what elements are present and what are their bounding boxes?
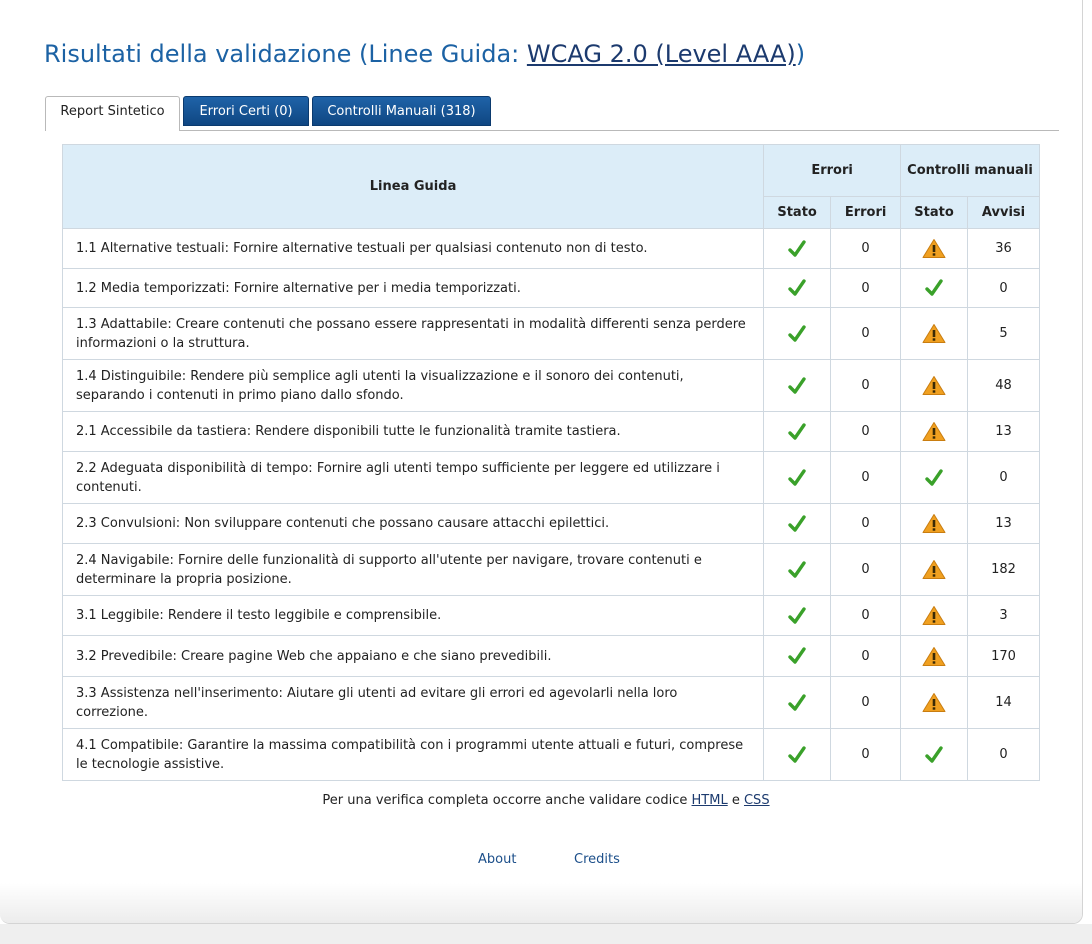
errors-count-cell: 0	[831, 596, 901, 636]
guideline-cell: 3.3 Assistenza nell'inserimento: Aiutare gli utenti ad evitare gli errori ed agevolarli nella loro correzione.	[63, 677, 764, 729]
error-status-cell	[764, 412, 831, 452]
header-guideline: Linea Guida	[63, 145, 764, 229]
credits-link[interactable]: Credits	[574, 852, 620, 867]
check-icon	[787, 608, 807, 623]
warnings-count-cell: 36	[968, 229, 1040, 269]
errors-count-cell: 0	[831, 452, 901, 504]
table-row	[63, 360, 1040, 412]
warnings-count-cell: 5	[968, 308, 1040, 360]
manual-status-cell	[901, 360, 968, 412]
warnings-count-cell: 48	[968, 360, 1040, 412]
check-icon	[787, 695, 807, 710]
warnings-count-cell: 14	[968, 677, 1040, 729]
guideline-cell: 2.1 Accessibile da tastiera: Rendere disponibili tutte le funzionalità tramite tastiera.	[63, 412, 764, 452]
guideline-cell: 3.1 Leggibile: Rendere il testo leggibile e comprensibile.	[63, 596, 764, 636]
manual-status-cell	[901, 544, 968, 596]
table-row	[63, 636, 1040, 677]
check-icon	[787, 747, 807, 762]
about-link[interactable]: About	[478, 852, 517, 867]
error-status-cell	[764, 677, 831, 729]
note-conj: e	[727, 793, 744, 808]
errors-count-cell: 0	[831, 636, 901, 677]
warning-icon	[922, 378, 946, 393]
warnings-count-cell: 0	[968, 729, 1040, 781]
table-row	[63, 269, 1040, 308]
tab-bar	[45, 96, 1059, 131]
manual-status-cell	[901, 308, 968, 360]
warning-icon	[922, 516, 946, 531]
errors-count-cell: 0	[831, 677, 901, 729]
errors-count-cell: 0	[831, 544, 901, 596]
subheader-status: Stato	[764, 197, 831, 229]
manual-status-cell	[901, 596, 968, 636]
header-errors: Errori	[764, 145, 901, 197]
guideline-cell: 2.4 Navigabile: Fornire delle funzionalità di supporto all'utente per navigare, trovare contenuti e determinare la propria posizione.	[63, 544, 764, 596]
manual-status-cell	[901, 452, 968, 504]
table-row	[63, 308, 1040, 360]
errors-count-cell: 0	[831, 269, 901, 308]
warning-icon	[922, 241, 946, 256]
subheader-status-manual: Stato	[901, 197, 968, 229]
check-icon	[924, 747, 944, 762]
table-row	[63, 544, 1040, 596]
html-validator-link[interactable]: HTML	[691, 793, 728, 808]
error-status-cell	[764, 308, 831, 360]
check-icon	[787, 378, 807, 393]
error-status-cell	[764, 360, 831, 412]
error-status-cell	[764, 269, 831, 308]
check-icon	[787, 326, 807, 341]
guideline-cell: 1.2 Media temporizzati: Fornire alternative per i media temporizzati.	[63, 269, 764, 308]
subheader-errors: Errori	[831, 197, 901, 229]
page-title-suffix: )	[795, 40, 806, 68]
guideline-cell: 2.2 Adeguata disponibilità di tempo: Fornire agli utenti tempo sufficiente per leggere ed utilizzare i contenuti.	[63, 452, 764, 504]
warnings-count-cell: 13	[968, 412, 1040, 452]
guideline-cell: 4.1 Compatibile: Garantire la massima compatibilità con i programmi utente attuali e futuri, comprese le tecnologie assistive.	[63, 729, 764, 781]
errors-count-cell: 0	[831, 308, 901, 360]
table-row	[63, 677, 1040, 729]
warning-icon	[922, 649, 946, 664]
warnings-count-cell: 13	[968, 504, 1040, 544]
note-text: Per una verifica completa occorre anche validare codice	[322, 793, 692, 808]
manual-status-cell	[901, 229, 968, 269]
errors-count-cell: 0	[831, 729, 901, 781]
table-row	[63, 229, 1040, 269]
validation-note	[0, 793, 1092, 808]
warning-icon	[922, 695, 946, 710]
check-icon	[787, 281, 807, 296]
warning-icon	[922, 326, 946, 341]
page-title-prefix: Risultati della validazione (Linee Guida:	[44, 40, 527, 68]
manual-status-cell	[901, 504, 968, 544]
error-status-cell	[764, 504, 831, 544]
error-status-cell	[764, 544, 831, 596]
manual-status-cell	[901, 677, 968, 729]
warning-icon	[922, 608, 946, 623]
errors-count-cell: 0	[831, 229, 901, 269]
panel-shade	[0, 883, 1082, 923]
tab-errori-certi[interactable]: Errori Certi (0)	[183, 96, 309, 126]
check-icon	[787, 470, 807, 485]
warnings-count-cell: 0	[968, 452, 1040, 504]
error-status-cell	[764, 729, 831, 781]
warnings-count-cell: 182	[968, 544, 1040, 596]
manual-status-cell	[901, 636, 968, 677]
results-table	[62, 144, 1040, 781]
css-validator-link[interactable]: CSS	[743, 793, 770, 808]
guideline-cell: 2.3 Convulsioni: Non sviluppare contenuti che possano causare attacchi epilettici.	[63, 504, 764, 544]
manual-status-cell	[901, 269, 968, 308]
check-icon	[787, 424, 807, 439]
page-bottom	[0, 924, 1092, 944]
table-row	[63, 504, 1040, 544]
check-icon	[924, 281, 944, 296]
header-manual-checks: Controlli manuali	[901, 145, 1040, 197]
tab-controlli-manuali[interactable]: Controlli Manuali (318)	[312, 96, 491, 126]
manual-status-cell	[901, 412, 968, 452]
check-icon	[924, 470, 944, 485]
error-status-cell	[764, 452, 831, 504]
error-status-cell	[764, 596, 831, 636]
page-title	[44, 40, 805, 68]
warnings-count-cell: 0	[968, 269, 1040, 308]
table-row	[63, 412, 1040, 452]
check-icon	[787, 649, 807, 664]
warning-icon	[922, 424, 946, 439]
check-icon	[787, 241, 807, 256]
errors-count-cell: 0	[831, 360, 901, 412]
errors-count-cell: 0	[831, 504, 901, 544]
subheader-warnings: Avvisi	[968, 197, 1040, 229]
wcag-link[interactable]: WCAG 2.0 (Level AAA)	[526, 40, 796, 68]
manual-status-cell	[901, 729, 968, 781]
error-status-cell	[764, 229, 831, 269]
guideline-cell: 3.2 Prevedibile: Creare pagine Web che appaiano e che siano prevedibili.	[63, 636, 764, 677]
guideline-cell: 1.1 Alternative testuali: Fornire alternative testuali per qualsiasi contenuto non di testo.	[63, 229, 764, 269]
warnings-count-cell: 170	[968, 636, 1040, 677]
warning-icon	[922, 562, 946, 577]
check-icon	[787, 562, 807, 577]
error-status-cell	[764, 636, 831, 677]
warnings-count-cell: 3	[968, 596, 1040, 636]
errors-count-cell: 0	[831, 412, 901, 452]
tab-report-sintetico[interactable]: Report Sintetico	[45, 96, 180, 131]
table-row	[63, 596, 1040, 636]
guideline-cell: 1.3 Adattabile: Creare contenuti che possano essere rappresentati in modalità differenti senza perdere informazioni o la struttura.	[63, 308, 764, 360]
check-icon	[787, 516, 807, 531]
table-row	[63, 729, 1040, 781]
table-row	[63, 452, 1040, 504]
guideline-cell: 1.4 Distinguibile: Rendere più semplice agli utenti la visualizzazione e il sonoro dei contenuti, separando i contenuti in primo piano dallo sfondo.	[63, 360, 764, 412]
